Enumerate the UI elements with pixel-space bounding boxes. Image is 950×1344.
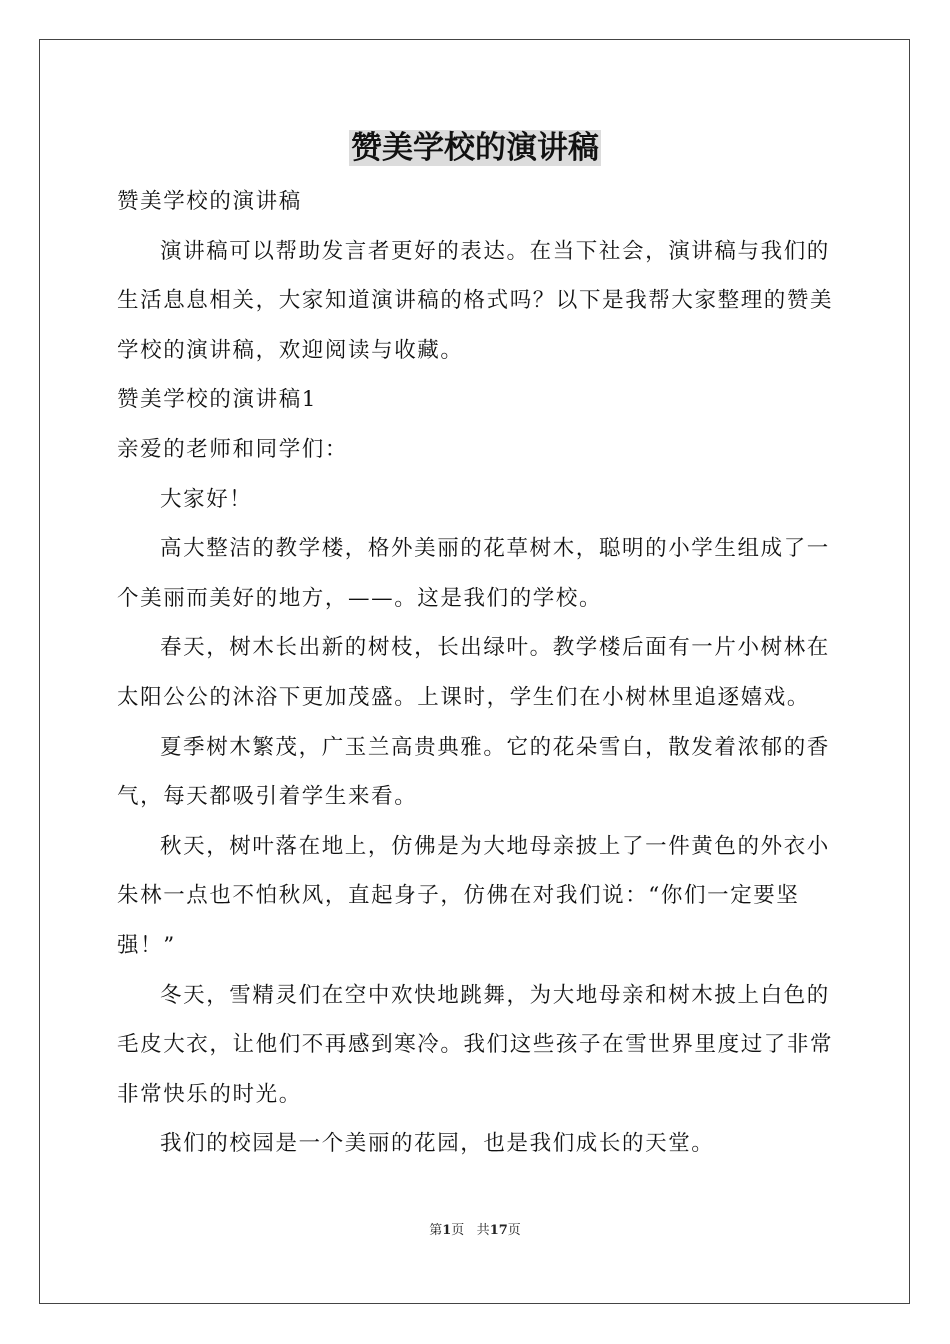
paragraph: 春天，树木长出新的树枝，长出绿叶。教学楼后面有一片小树林在太阳公公的沐浴下更加茂盛。上课时，学生们在小树林里追逐嬉戏。 (117, 635, 830, 710)
paragraph: 冬天，雪精灵们在空中欢快地跳舞，为大地母亲和树木披上白色的毛皮大衣，让他们不再感到寒冷。我们这些孩子在雪世界里度过了非常非常快乐的时光。 (117, 982, 834, 1107)
paragraph: 高大整洁的教学楼，格外美丽的花草树木，聪明的小学生组成了一个美丽而美好的地方，——。这是我们的学校。 (117, 536, 830, 611)
total-prefix: 共 (476, 1223, 490, 1238)
page-number: 1 (442, 1223, 452, 1238)
document-body (117, 177, 835, 1169)
paragraph: 大家好！ (160, 486, 253, 512)
page-footer (0, 1219, 950, 1238)
page-suffix: 页 (451, 1223, 465, 1238)
section-heading: 赞美学校的演讲稿1 (117, 387, 318, 413)
document-title-text: 赞美学校的演讲稿 (351, 130, 599, 166)
page-prefix: 第 (429, 1223, 443, 1238)
total-suffix: 页 (507, 1223, 521, 1238)
paragraph: 赞美学校的演讲稿 (117, 189, 302, 214)
document-title (0, 124, 950, 172)
paragraph: 夏季树木繁茂，广玉兰高贵典雅。它的花朵雪白，散发着浓郁的香气，每天都吸引着学生来看。 (117, 734, 830, 810)
total-pages: 17 (489, 1223, 508, 1238)
paragraph: 我们的校园是一个美丽的花园，也是我们成长的天堂。 (160, 1131, 715, 1157)
paragraph: 演讲稿可以帮助发言者更好的表达。在当下社会，演讲稿与我们的生活息息相关，大家知道演讲稿的格式吗？以下是我帮大家整理的赞美学校的演讲稿，欢迎阅读与收藏。 (117, 238, 834, 363)
paragraph: 秋天，树叶落在地上，仿佛是为大地母亲披上了一件黄色的外衣小朱林一点也不怕秋风，直起身子，仿佛在对我们说：“你们一定要坚强！” (117, 833, 830, 958)
salutation: 亲爱的老师和同学们： (117, 436, 349, 462)
